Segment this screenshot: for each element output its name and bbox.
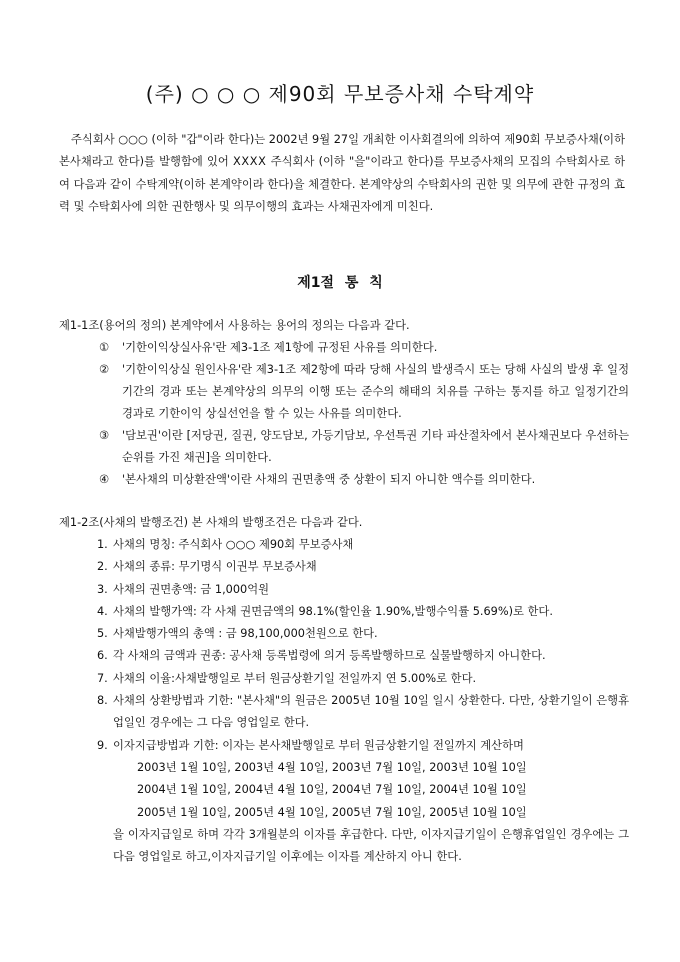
definition-text: '담보권'이란 [저당권, 질권, 양도담보, 가등기담보, 우선특권 기타 파산절차에서 본사채권보다 우선하는 순위를 가진 채권]을 의미한다. [122, 429, 629, 464]
section-heading: 제1절 통 칙 [297, 275, 383, 291]
terms-text: 사채의 종류: 무기명식 이권부 무보증사채 [113, 560, 317, 574]
item-number: 4. [97, 604, 108, 618]
terms-item [59, 668, 629, 690]
definition-item [59, 469, 629, 491]
terms-text: 사채의 명칭: 주식회사 ○○○ 제90회 무보증사채 [113, 538, 354, 551]
terms-text: 이자지급방법과 기한: 이자는 본사채발행일로 부터 원금상환기일 전일까지 계산하며 [113, 738, 524, 752]
terms-text: 사채의 이율:사채발행일로 부터 원금상환기일 전일까지 연 5.00%로 한다. [113, 671, 477, 685]
definition-item [59, 425, 629, 469]
item-number: 1. [97, 538, 108, 551]
item-number: 3. [97, 582, 108, 596]
terms-text: 각 사채의 금액과 권종: 공사채 등록법령에 의거 등록발행하므로 실물발행하지 아니한다. [113, 649, 546, 663]
schedule-row: 2004년 1월 10일, 2004년 4월 10일, 2004년 7월 10일, 2004년 10월 10일 [137, 783, 527, 797]
intro-paragraph: 주식회사 ○○○ (이하 "갑"이라 한다)는 2002년 9월 27일 개최한 이사회결의에 의하여 제90회 무보증사채(이하 본사채라고 한다)를 발행함에 있어 ⅩⅩⅩⅩ 주식회사 (이하 "을"이라고 한다)를 무보증사채의 모집의 수탁회사로 하여 다음과 같이 수탁계약(이하 본계약이라 한다)을 체결한다. 본계약상의 수탁회사의 권한 및 의무에 관한 규정의 효력 및 수탁회사에 의한 권한행사 및 의무이행의 효과는 사채권자에게 미친다. [59, 133, 625, 213]
definition-item [59, 359, 629, 425]
terms-item [59, 579, 629, 601]
definition-text: '기한이익상실 원인사유'란 제3-1조 제2항에 따라 당해 사실의 발생즉시 또는 당해 사실의 발생 후 일정기간의 경과 또는 본계약상의 의무의 이행 또는 준수의 해태의 치유를 구하는 통지를 하고 일정기간의 경과로 기한이익 상실선언을 할 수 있는 사유를 의미한다. [122, 363, 629, 420]
item-marker: ④ [99, 473, 110, 486]
terms-item [59, 534, 629, 556]
item-marker: ① [99, 341, 110, 354]
item-number: 6. [97, 649, 108, 663]
terms-text: 사채의 발행가액: 각 사채 권면금액의 98.1%(할인율 1.90%,발행수익률 5.69%)로 한다. [113, 604, 553, 618]
terms-list [59, 534, 629, 757]
interest-payment-schedule [59, 757, 629, 824]
terms-item [59, 556, 629, 578]
definition-item [59, 337, 629, 359]
schedule-row: 2003년 1월 10일, 2003년 4월 10일, 2003년 7월 10일, 2003년 10월 10일 [137, 760, 527, 774]
article-issuance-terms [59, 512, 629, 868]
interest-closing-text: 을 이자지급일로 하며 각각 3개월분의 이자를 후급한다. 다만, 이자지급기일이 은행휴업일인 경우에는 그 다음 영업일로 하고,이자지급기일 이후에는 이자를 계산하지 아니 한다. [113, 827, 629, 864]
item-number: 9. [97, 738, 108, 752]
definition-text: '기한이익상실사유'란 제3-1조 제1항에 규정된 사유를 의미한다. [122, 341, 438, 354]
item-marker: ② [99, 363, 110, 376]
schedule-row: 2005년 1월 10일, 2005년 4월 10일, 2005년 7월 10일, 2005년 10월 10일 [137, 805, 527, 819]
terms-text: 사채의 권면총액: 금 1,000억원 [113, 582, 270, 596]
terms-item [59, 623, 629, 645]
definition-list [59, 337, 629, 491]
article-definitions [59, 315, 629, 491]
item-number: 5. [97, 627, 108, 641]
terms-item [59, 601, 629, 623]
terms-item [59, 735, 629, 757]
article-heading: 제1-2조(사채의 발행조건) 본 사채의 발행조건은 다음과 같다. [59, 516, 363, 529]
article-heading: 제1-1조(용어의 정의) 본계약에서 사용하는 용어의 정의는 다음과 같다. [59, 319, 410, 332]
item-number: 8. [97, 694, 108, 708]
definition-text: '본사채의 미상환잔액'이란 사채의 권면총액 중 상환이 되지 아니한 액수를 의미한다. [122, 473, 536, 486]
terms-text: 사채의 상환방법과 기한: "본사채"의 원금은 2005년 10월 10일 일시 상환한다. 다만, 상환기일이 은행휴업일인 경우에는 그 다음 영업일로 한다. [113, 694, 629, 730]
document-title: (주) ○ ○ ○ 제90회 무보증사채 수탁계약 [145, 82, 535, 106]
terms-item [59, 690, 629, 735]
terms-text: 사채발행가액의 총액 : 금 98,100,000천원으로 한다. [113, 627, 378, 641]
terms-item [59, 645, 629, 667]
item-number: 7. [97, 671, 108, 685]
item-number: 2. [97, 560, 108, 574]
item-marker: ③ [99, 429, 110, 442]
